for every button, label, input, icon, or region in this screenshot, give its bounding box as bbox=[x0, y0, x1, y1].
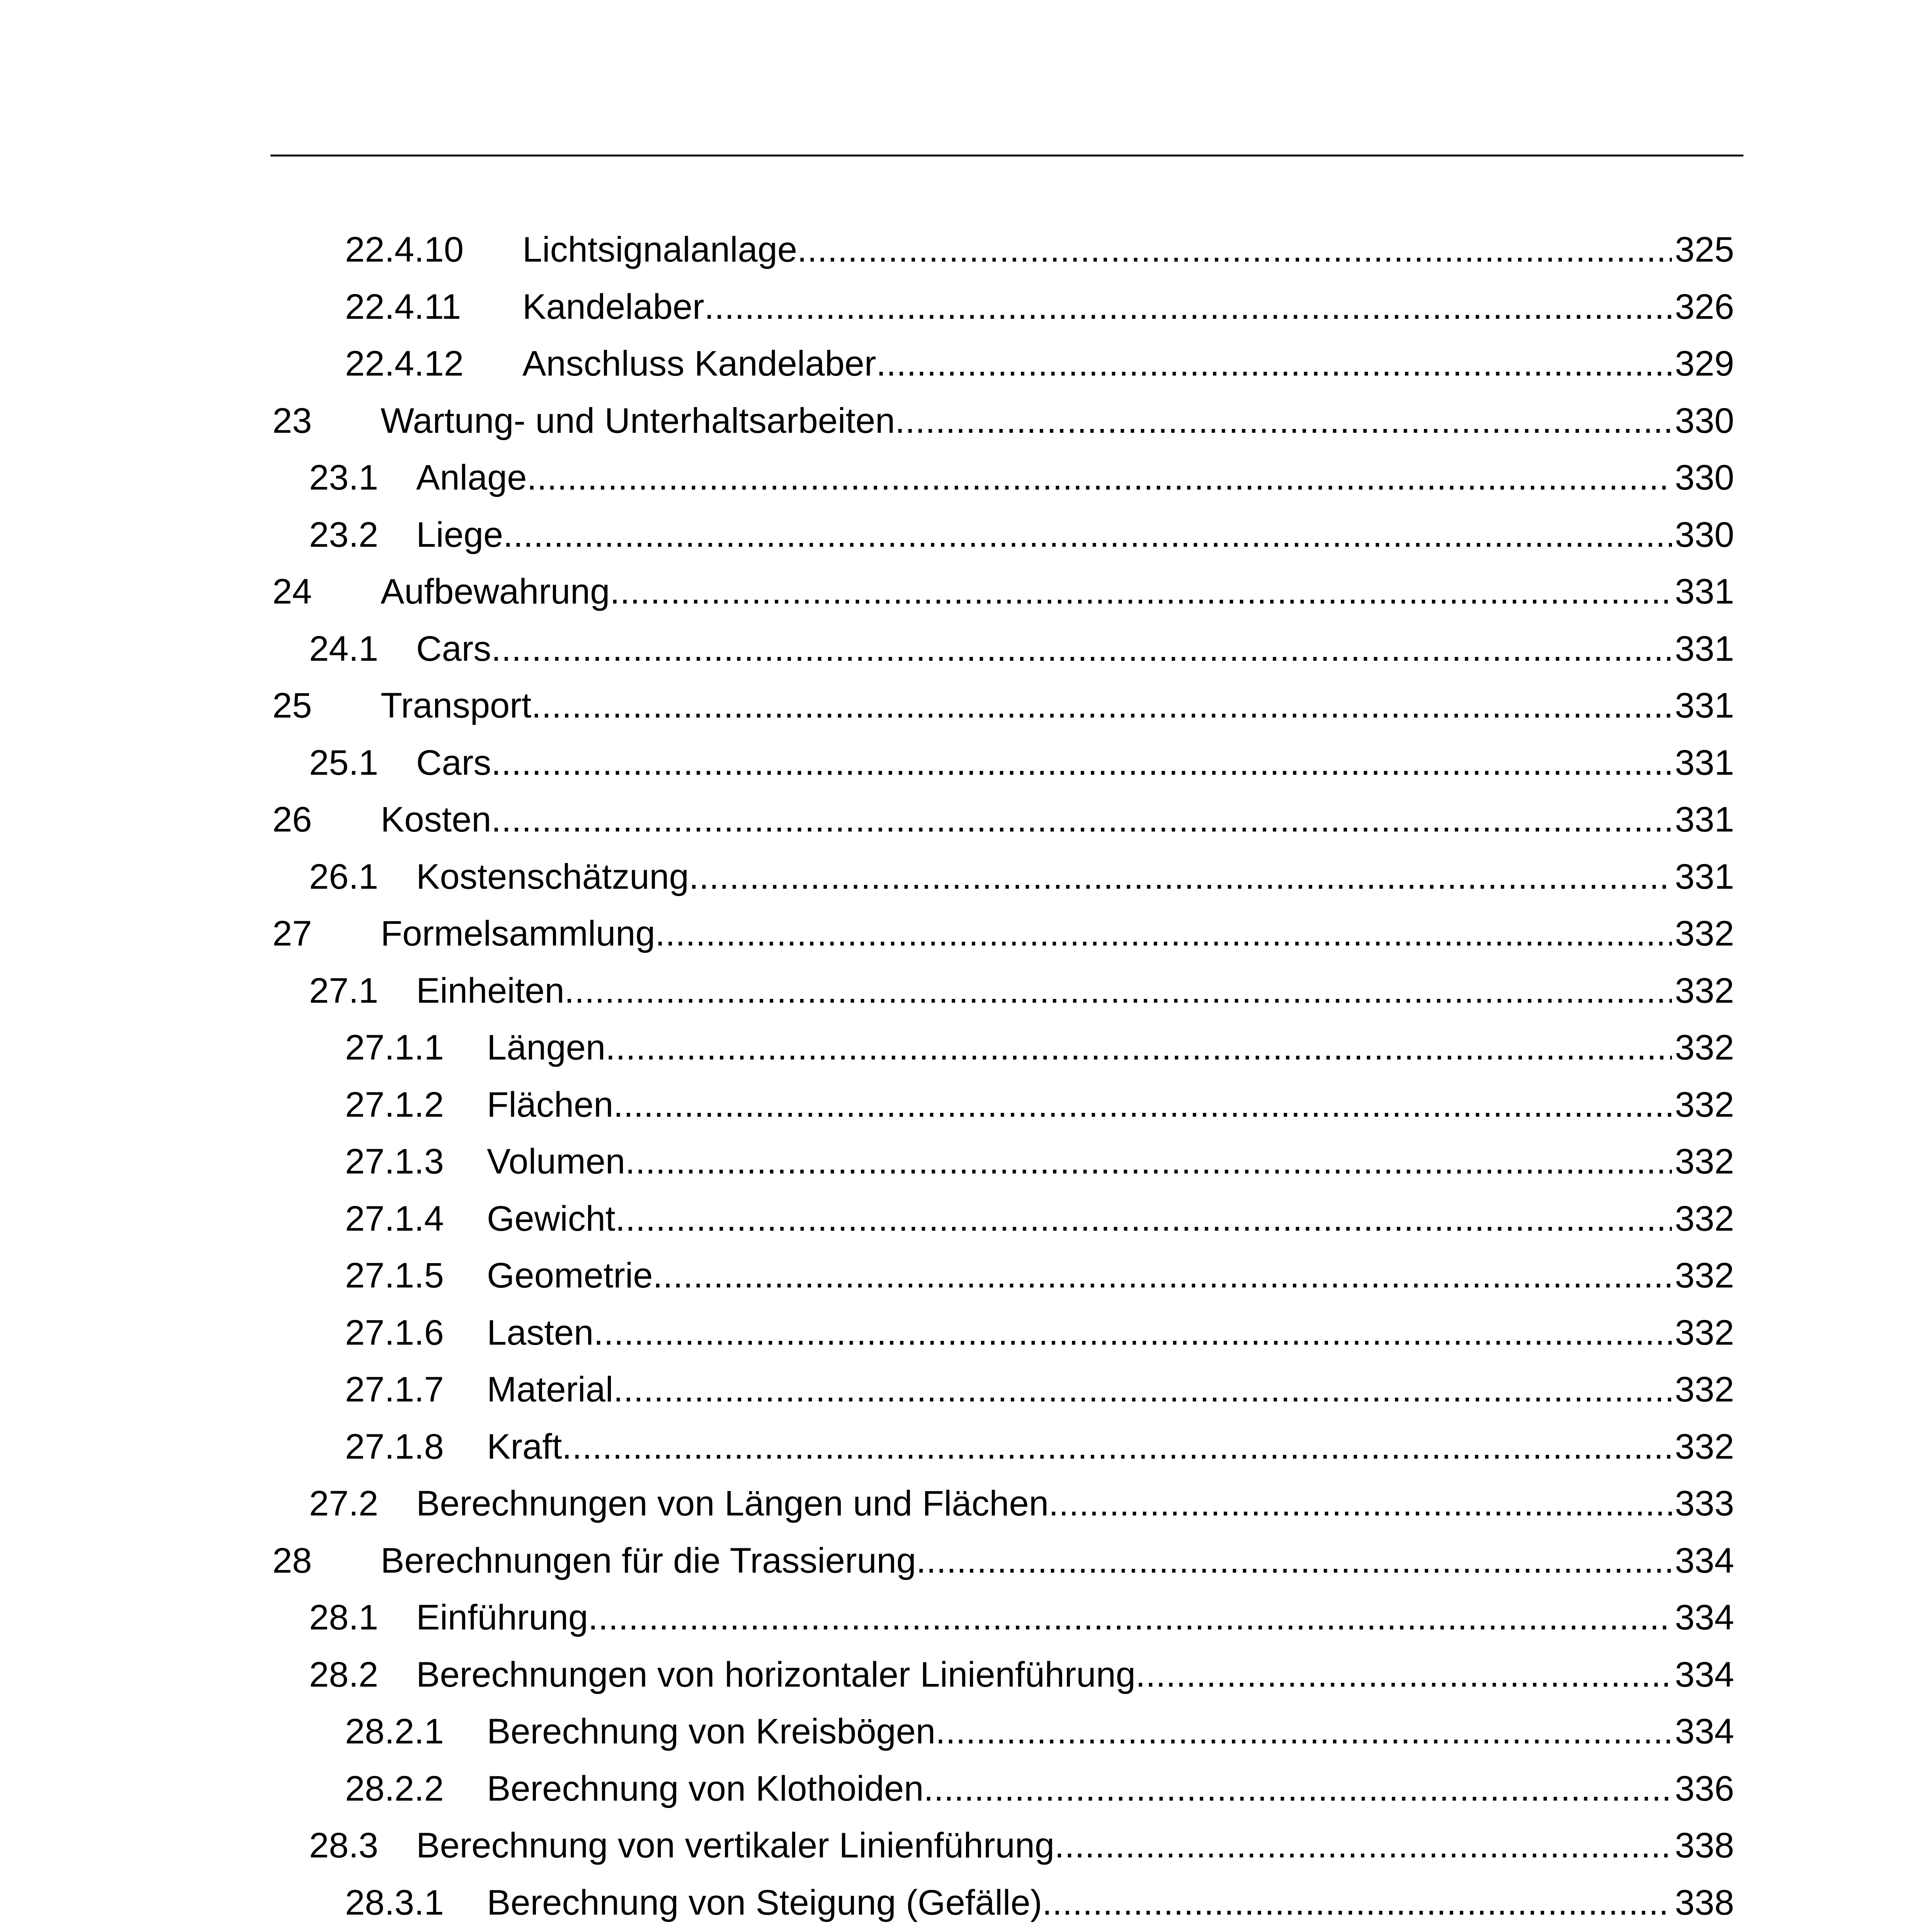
toc-entry-title: Material bbox=[487, 1370, 614, 1409]
toc-entry-number: 27.1.8 bbox=[345, 1427, 444, 1466]
toc-entry-number: 26 bbox=[272, 800, 312, 839]
toc-dot-leader bbox=[895, 393, 1672, 450]
toc-entry[interactable] bbox=[272, 1475, 1734, 1532]
toc-entry-body bbox=[487, 1077, 1734, 1134]
toc-dot-leader bbox=[797, 221, 1672, 279]
toc-entry-title: Berechnung von Steigung (Gefälle) bbox=[487, 1883, 1043, 1922]
toc-entry-body bbox=[522, 221, 1734, 279]
toc-entry-title: Transport bbox=[381, 686, 532, 725]
toc-entry-page-number: 332 bbox=[1675, 1142, 1734, 1181]
toc-entry-number: 27.1.1 bbox=[345, 1028, 444, 1067]
toc-entry-body bbox=[416, 507, 1734, 564]
toc-dot-leader bbox=[916, 1532, 1672, 1590]
toc-entry-title: Kraft bbox=[487, 1427, 562, 1466]
toc-entry-number: 28 bbox=[272, 1541, 312, 1580]
toc-entry[interactable] bbox=[272, 791, 1734, 849]
toc-entry-body bbox=[416, 449, 1734, 507]
toc-entry-body bbox=[487, 1361, 1734, 1418]
toc-dot-leader bbox=[562, 1418, 1672, 1476]
toc-entry-body bbox=[522, 279, 1734, 336]
toc-entry-page-number: 334 bbox=[1675, 1598, 1734, 1637]
toc-entry-title: Kandelaber bbox=[522, 287, 704, 327]
toc-dot-leader bbox=[503, 507, 1672, 564]
toc-entry-number: 28.2 bbox=[309, 1655, 379, 1694]
toc-dot-leader bbox=[594, 1304, 1672, 1362]
toc-entry-page-number: 333 bbox=[1675, 1484, 1734, 1523]
toc-entry[interactable] bbox=[272, 849, 1734, 906]
toc-entry-body bbox=[487, 1760, 1734, 1818]
toc-entry-number: 27.1.3 bbox=[345, 1142, 444, 1181]
header-rule bbox=[270, 155, 1743, 156]
toc-entry[interactable] bbox=[272, 1190, 1734, 1248]
toc-entry-number: 27 bbox=[272, 914, 312, 953]
toc-dot-leader bbox=[704, 279, 1672, 336]
toc-dot-leader bbox=[613, 1361, 1672, 1418]
toc-entry-body bbox=[416, 1646, 1734, 1704]
toc-entry-body bbox=[487, 1304, 1734, 1362]
toc-dot-leader bbox=[531, 677, 1672, 735]
toc-entry-page-number: 331 bbox=[1675, 800, 1734, 839]
toc-entry-number: 26.1 bbox=[309, 857, 379, 896]
toc-entry-title: Formelsammlung bbox=[381, 914, 655, 953]
toc-dot-leader bbox=[613, 1077, 1672, 1134]
toc-entry-title: Berechnungen für die Trassierung bbox=[381, 1541, 916, 1580]
toc-entry-page-number: 331 bbox=[1675, 686, 1734, 725]
toc-entry-title: Berechnungen von horizontaler Linienführung bbox=[416, 1655, 1136, 1694]
toc-entry-number: 22.4.12 bbox=[345, 344, 464, 383]
toc-entry-title: Flächen bbox=[487, 1085, 614, 1124]
toc-entry-title: Aufbewahrung bbox=[381, 572, 610, 611]
toc-dot-leader bbox=[605, 1019, 1672, 1077]
toc-dot-leader bbox=[1136, 1646, 1672, 1704]
toc-entry-body bbox=[487, 1703, 1734, 1760]
toc-entry[interactable] bbox=[272, 1077, 1734, 1134]
toc-entry[interactable] bbox=[272, 279, 1734, 336]
toc-entry-number: 28.2.2 bbox=[345, 1769, 444, 1808]
toc-entry-title: Kostenschätzung bbox=[416, 857, 689, 896]
toc-entry-body bbox=[381, 791, 1734, 849]
toc-entry-number: 27.1.4 bbox=[345, 1199, 444, 1238]
toc-entry-number: 25 bbox=[272, 686, 312, 725]
toc-entry-page-number: 332 bbox=[1675, 1028, 1734, 1067]
toc-entry[interactable] bbox=[272, 449, 1734, 507]
toc-entry-page-number: 326 bbox=[1675, 287, 1734, 327]
toc-entry-page-number: 331 bbox=[1675, 629, 1734, 668]
toc-entry-page-number: 338 bbox=[1675, 1883, 1734, 1922]
toc-entry-body bbox=[381, 393, 1734, 450]
toc-entry-body bbox=[416, 1475, 1734, 1532]
toc-entry-title: Anlage bbox=[416, 458, 527, 497]
toc-entry-number: 22.4.10 bbox=[345, 230, 464, 269]
toc-entry-title: Cars bbox=[416, 743, 492, 782]
toc-entry-title: Gewicht bbox=[487, 1199, 616, 1238]
toc-entry-page-number: 329 bbox=[1675, 344, 1734, 383]
toc-dot-leader bbox=[565, 963, 1672, 1020]
toc-entry[interactable] bbox=[272, 735, 1734, 792]
toc-entry-number: 27.1.2 bbox=[345, 1085, 444, 1124]
toc-entry[interactable] bbox=[272, 1361, 1734, 1418]
toc-entry[interactable] bbox=[272, 1133, 1734, 1190]
toc-entry-title: Wartung- und Unterhaltsarbeiten bbox=[381, 401, 895, 440]
toc-entry-title: Berechnung von Klothoiden bbox=[487, 1769, 924, 1808]
table-of-contents bbox=[272, 221, 1734, 1932]
toc-dot-leader bbox=[610, 563, 1672, 621]
toc-dot-leader bbox=[655, 905, 1672, 963]
toc-entry-number: 23 bbox=[272, 401, 312, 440]
toc-entry-page-number: 331 bbox=[1675, 857, 1734, 896]
toc-entry-page-number: 330 bbox=[1675, 401, 1734, 440]
toc-entry-title: Berechnungen von Längen und Flächen bbox=[416, 1484, 1049, 1523]
toc-entry-title: Einführung bbox=[416, 1598, 588, 1637]
toc-dot-leader bbox=[935, 1703, 1672, 1760]
toc-entry-body bbox=[416, 735, 1734, 792]
toc-entry[interactable] bbox=[272, 1817, 1734, 1874]
toc-entry-page-number: 332 bbox=[1675, 1085, 1734, 1124]
toc-entry-number: 27.2 bbox=[309, 1484, 379, 1523]
toc-entry-page-number: 332 bbox=[1675, 914, 1734, 953]
toc-dot-leader bbox=[527, 449, 1672, 507]
toc-entry[interactable] bbox=[272, 1532, 1734, 1590]
toc-dot-leader bbox=[1042, 1874, 1672, 1932]
toc-entry-number: 27.1.6 bbox=[345, 1313, 444, 1352]
toc-entry-page-number: 325 bbox=[1675, 230, 1734, 269]
toc-entry[interactable] bbox=[272, 1646, 1734, 1704]
toc-entry[interactable] bbox=[272, 1019, 1734, 1077]
toc-entry[interactable] bbox=[272, 1304, 1734, 1362]
toc-entry-number: 27.1.5 bbox=[345, 1256, 444, 1295]
toc-entry-title: Berechnung von Kreisbögen bbox=[487, 1712, 936, 1751]
toc-entry-body bbox=[487, 1874, 1734, 1932]
toc-entry-body bbox=[487, 1418, 1734, 1476]
toc-entry[interactable] bbox=[272, 963, 1734, 1020]
toc-entry-body bbox=[416, 621, 1734, 678]
toc-entry-title: Kosten bbox=[381, 800, 492, 839]
toc-entry-title: Geometrie bbox=[487, 1256, 653, 1295]
toc-entry-title: Cars bbox=[416, 629, 492, 668]
toc-entry-page-number: 336 bbox=[1675, 1769, 1734, 1808]
toc-entry-number: 27.1.7 bbox=[345, 1370, 444, 1409]
toc-entry-number: 28.1 bbox=[309, 1598, 379, 1637]
toc-entry-page-number: 332 bbox=[1675, 1313, 1734, 1352]
toc-entry-page-number: 332 bbox=[1675, 971, 1734, 1010]
toc-entry-body bbox=[416, 1589, 1734, 1646]
toc-entry-page-number: 332 bbox=[1675, 1199, 1734, 1238]
toc-entry[interactable] bbox=[272, 905, 1734, 963]
toc-dot-leader bbox=[625, 1133, 1672, 1190]
toc-entry[interactable] bbox=[272, 221, 1734, 279]
toc-entry-number: 23.2 bbox=[309, 515, 379, 554]
toc-entry[interactable] bbox=[272, 1589, 1734, 1646]
toc-entry-title: Anschluss Kandelaber bbox=[522, 344, 876, 383]
toc-entry-number: 28.3.1 bbox=[345, 1883, 444, 1922]
toc-entry[interactable] bbox=[272, 1760, 1734, 1818]
toc-entry-body bbox=[416, 963, 1734, 1020]
toc-entry-page-number: 334 bbox=[1675, 1712, 1734, 1751]
toc-entry-title: Liege bbox=[416, 515, 503, 554]
toc-entry-number: 22.4.11 bbox=[345, 287, 461, 327]
toc-entry-title: Lasten bbox=[487, 1313, 594, 1352]
toc-entry-number: 24.1 bbox=[309, 629, 379, 668]
toc-entry[interactable] bbox=[272, 563, 1734, 621]
toc-dot-leader bbox=[491, 791, 1672, 849]
toc-entry-page-number: 331 bbox=[1675, 743, 1734, 782]
toc-entry-body bbox=[487, 1019, 1734, 1077]
toc-dot-leader bbox=[491, 735, 1672, 792]
toc-entry-page-number: 330 bbox=[1675, 515, 1734, 554]
toc-entry-body bbox=[381, 677, 1734, 735]
toc-entry-page-number: 334 bbox=[1675, 1541, 1734, 1580]
toc-entry-body bbox=[487, 1247, 1734, 1304]
toc-entry-body bbox=[487, 1133, 1734, 1190]
toc-dot-leader bbox=[689, 849, 1672, 906]
toc-dot-leader bbox=[923, 1760, 1672, 1818]
toc-dot-leader bbox=[653, 1247, 1672, 1304]
toc-entry-body bbox=[416, 1817, 1734, 1874]
toc-entry-number: 24 bbox=[272, 572, 312, 611]
toc-entry[interactable] bbox=[272, 677, 1734, 735]
toc-entry[interactable] bbox=[272, 1874, 1734, 1932]
toc-entry[interactable] bbox=[272, 1247, 1734, 1304]
toc-entry-body bbox=[381, 1532, 1734, 1590]
toc-entry-body bbox=[381, 563, 1734, 621]
toc-entry-body bbox=[487, 1190, 1734, 1248]
toc-entry-number: 28.2.1 bbox=[345, 1712, 444, 1751]
toc-dot-leader bbox=[588, 1589, 1672, 1646]
toc-entry-title: Längen bbox=[487, 1028, 605, 1067]
toc-dot-leader bbox=[615, 1190, 1672, 1248]
toc-dot-leader bbox=[876, 335, 1672, 393]
toc-entry-title: Einheiten bbox=[416, 971, 565, 1010]
toc-entry-number: 27.1 bbox=[309, 971, 379, 1010]
toc-entry-number: 25.1 bbox=[309, 743, 379, 782]
toc-entry[interactable] bbox=[272, 335, 1734, 393]
toc-entry[interactable] bbox=[272, 507, 1734, 564]
toc-entry[interactable] bbox=[272, 393, 1734, 450]
toc-entry-body bbox=[381, 905, 1734, 963]
toc-entry-title: Volumen bbox=[487, 1142, 626, 1181]
toc-dot-leader bbox=[491, 621, 1672, 678]
toc-entry-page-number: 331 bbox=[1675, 572, 1734, 611]
toc-entry-page-number: 332 bbox=[1675, 1256, 1734, 1295]
toc-entry-title: Lichtsignalanlage bbox=[522, 230, 797, 269]
toc-entry[interactable] bbox=[272, 621, 1734, 678]
toc-entry-page-number: 338 bbox=[1675, 1826, 1734, 1865]
toc-dot-leader bbox=[1054, 1817, 1672, 1874]
toc-entry[interactable] bbox=[272, 1703, 1734, 1760]
toc-entry-page-number: 332 bbox=[1675, 1370, 1734, 1409]
toc-entry-page-number: 334 bbox=[1675, 1655, 1734, 1694]
toc-entry[interactable] bbox=[272, 1418, 1734, 1476]
toc-entry-body bbox=[522, 335, 1734, 393]
toc-entry-body bbox=[416, 849, 1734, 906]
toc-entry-page-number: 330 bbox=[1675, 458, 1734, 497]
toc-dot-leader bbox=[1049, 1475, 1672, 1532]
toc-entry-title: Berechnung von vertikaler Linienführung bbox=[416, 1826, 1054, 1865]
toc-entry-page-number: 332 bbox=[1675, 1427, 1734, 1466]
toc-entry-number: 23.1 bbox=[309, 458, 379, 497]
toc-entry-number: 28.3 bbox=[309, 1826, 379, 1865]
